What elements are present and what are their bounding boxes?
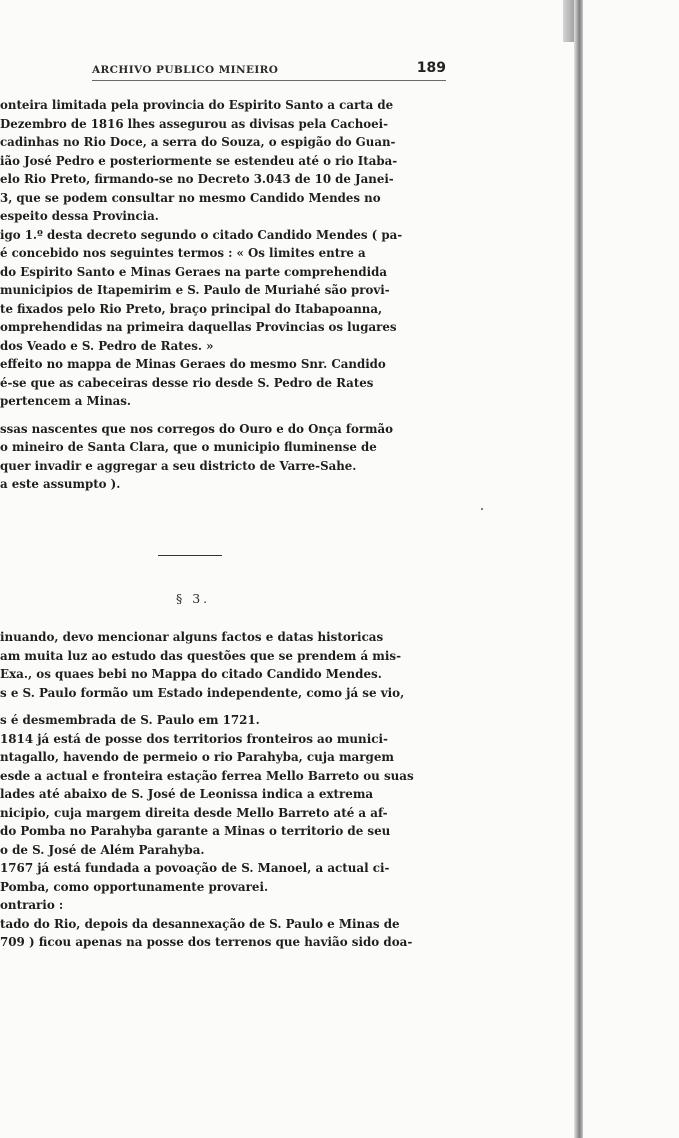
section-divider: [158, 555, 222, 556]
text-line: é-se que as cabeceiras desse rio desde S. Pedro de Rates: [0, 375, 374, 390]
text-line: do Espirito Santo e Minas Geraes na parte comprehendida: [0, 264, 387, 279]
text-line: am muita luz ao estudo das questões que se prendem á mis-: [0, 648, 402, 663]
text-line: municipios de Itapemirim e S. Paulo de Muriahé são provi-: [0, 283, 390, 297]
text-line: do Pomba no Parahyba garante a Minas o territorio de seu: [0, 824, 391, 838]
text-line: o de S. José de Além Parahyba.: [0, 842, 205, 857]
text-line: onteira limitada pela provincia do Espirito Santo a carta de: [0, 98, 394, 112]
text-line: ontrario :: [0, 898, 64, 912]
text-line: quer invadir e aggregar a seu districto de Varre-Sahe.: [0, 458, 357, 473]
speck: [481, 508, 483, 510]
text-line: 1767 já está fundada a povoação de S. Manoel, a actual ci-: [0, 861, 390, 875]
text-line: ssas nascentes que nos corregos do Ouro e do Onça formão: [0, 421, 394, 436]
page-gutter-shadow: [574, 0, 583, 1138]
text-line: tado do Rio, depois da desannexação de S. Paulo e Minas de: [0, 916, 400, 931]
text-line: elo Rio Preto, firmando-se no Decreto 3.043 de 10 de Janei-: [0, 172, 394, 186]
text-line: nicipio, cuja margem direita desde Mello Barreto até a af-: [0, 805, 388, 820]
text-line: espeito dessa Provincia.: [0, 209, 159, 223]
text-line: 709 ) ficou apenas na posse dos terrenos que havião sido doa-: [0, 935, 413, 949]
text-line: 3, que se podem consultar no mesmo Candido Mendes no: [0, 190, 381, 205]
text-line: inuando, devo mencionar alguns factos e datas historicas: [0, 630, 384, 644]
text-line: s e S. Paulo formão um Estado independente, como já se vio,: [0, 685, 405, 700]
text-line: ntagallo, havendo de permeio o rio Parahyba, cuja margem: [0, 750, 394, 764]
text-block-lower: [0, 628, 446, 952]
text-block-upper: [0, 96, 446, 494]
page-header: [92, 60, 446, 81]
text-line: igo 1.º desta decreto segundo o citado Candido Mendes ( pa-: [0, 227, 403, 242]
text-line: dos Veado e S. Pedro de Rates. »: [0, 338, 214, 353]
text-line: s é desmembrada de S. Paulo em 1721.: [0, 713, 260, 727]
page-number: 189: [416, 60, 446, 76]
text-line: esde a actual e fronteira estação ferrea Mello Barreto ou suas: [0, 768, 414, 783]
text-line: a este assumpto ).: [0, 477, 121, 491]
text-line: 1814 já está de posse dos territorios fronteiros ao munici-: [0, 731, 388, 746]
text-line: effeito no mappa de Minas Geraes do mesmo Snr. Candido: [0, 357, 386, 371]
text-line: lades até abaixo de S. José de Leonissa indica a extrema: [0, 787, 374, 801]
text-line: cadinhas no Rio Doce, a serra do Souza, o espigão do Guan-: [0, 135, 396, 149]
text-line: omprehendidas na primeira daquellas Provincias os lugares: [0, 320, 397, 334]
text-line: pertencem a Minas.: [0, 394, 132, 408]
text-line: te fixados pelo Rio Preto, braço principal do Itabapoanna,: [0, 301, 383, 316]
text-line: Dezembro de 1816 lhes assegurou as divisas pela Cachoei-: [0, 116, 389, 131]
text-line: Exa., os quaes bebi no Mappa do citado Candido Mendes.: [0, 667, 382, 681]
text-line: Pomba, como opportunamente provarei.: [0, 879, 269, 894]
section-heading: § 3.: [176, 591, 211, 606]
text-line: é concebido nos seguintes termos : « Os limites entre a: [0, 246, 366, 260]
text-line: o mineiro de Santa Clara, que o municipio fluminense de: [0, 440, 377, 454]
running-head: ARCHIVO PUBLICO MINEIRO: [92, 64, 279, 76]
text-line: ião José Pedro e posteriormente se estendeu até o rio Itaba-: [0, 153, 398, 168]
